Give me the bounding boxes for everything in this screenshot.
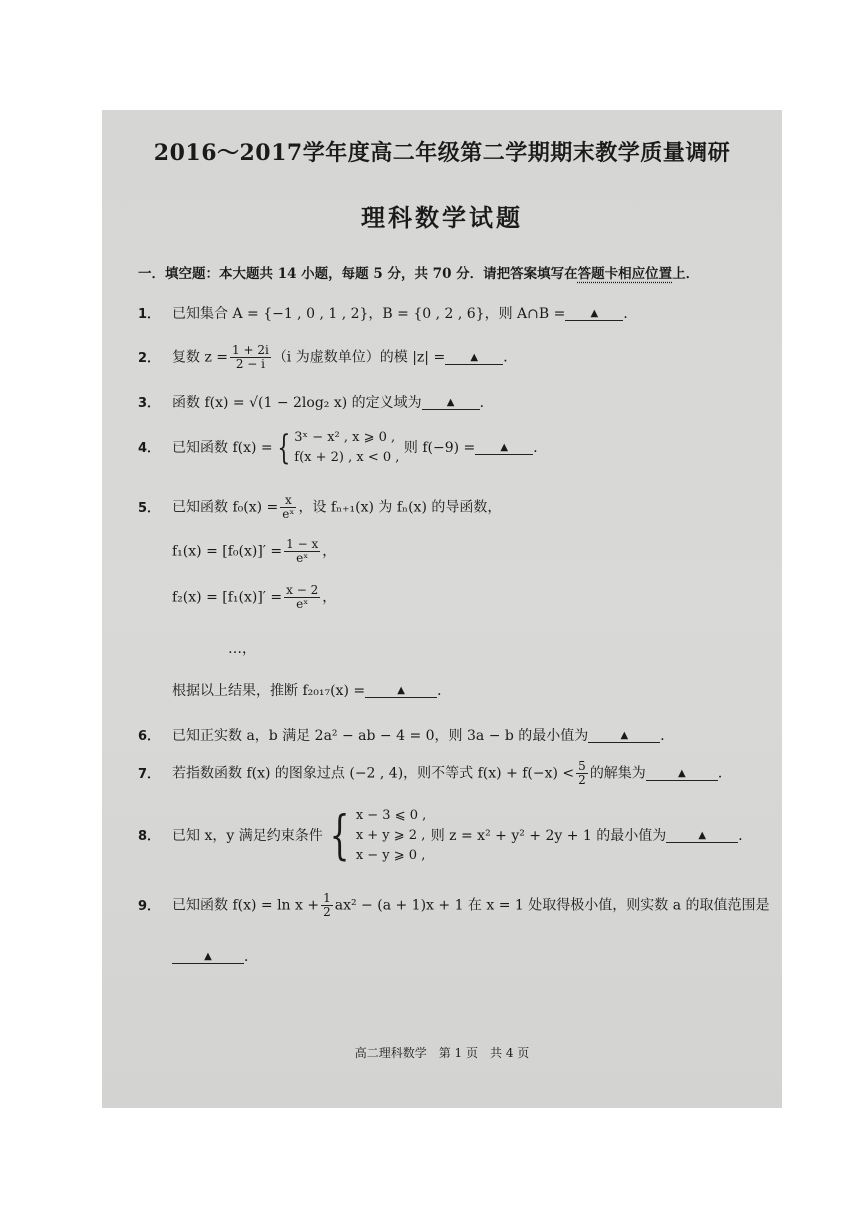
question-number: 6． bbox=[138, 729, 161, 744]
q5-line-2 bbox=[172, 584, 336, 611]
q5-line-1 bbox=[172, 538, 336, 565]
question-end: ． bbox=[717, 765, 732, 782]
numerator: 1 − x bbox=[286, 537, 319, 551]
denominator: 2 − i bbox=[235, 357, 265, 372]
question-end: ． bbox=[437, 683, 452, 699]
question-end: ． bbox=[503, 349, 518, 366]
triangle-icon: ▲ bbox=[446, 397, 455, 408]
exam-subtitle: 理科数学试题 bbox=[361, 203, 523, 232]
equation-end: ， bbox=[322, 543, 337, 560]
fraction bbox=[230, 344, 271, 371]
fraction bbox=[284, 584, 320, 611]
question-5 bbox=[138, 494, 501, 521]
q9-answer-line bbox=[172, 946, 258, 966]
denominator: 2 bbox=[323, 905, 331, 920]
fraction bbox=[284, 538, 320, 565]
piecewise-cases bbox=[294, 428, 399, 468]
question-text: ax² − (a + 1)x + 1 在 x = 1 处取得极小值，则实数 a 的取值范围是 bbox=[334, 897, 770, 914]
case-line: 3ˣ − x² , x ⩾ 0 , bbox=[294, 430, 396, 445]
question-text: 根据以上结果，推断 f₂₀₁₇(x) = bbox=[172, 683, 366, 699]
answer-blank bbox=[445, 350, 503, 365]
question-text: 函数 f(x) = √(1 − 2log₂ x) 的定义域为 bbox=[172, 395, 422, 411]
brace-symbol: { bbox=[329, 806, 350, 867]
question-text: 已知集合 A = {−1 , 0 , 1 , 2}，B = {0 , 2 , 6}，则 A∩B = bbox=[172, 306, 566, 322]
question-text: ，设 fₙ₊₁(x) 为 fₙ(x) 的导函数， bbox=[298, 499, 502, 516]
numerator: 1 bbox=[323, 891, 331, 905]
question-text: 则 f(−9) = bbox=[403, 440, 476, 457]
question-text: 已知正实数 a，b 满足 2a² − ab − 4 = 0，则 3a − b 的最小值为 bbox=[172, 728, 589, 744]
fraction bbox=[321, 892, 333, 919]
question-4 bbox=[138, 428, 547, 468]
numerator: x − 2 bbox=[286, 583, 319, 597]
question-text: 已知函数 f(x) = bbox=[172, 440, 273, 457]
question-number: 7． bbox=[138, 766, 161, 782]
question-end: ． bbox=[533, 440, 548, 457]
equation-text: f₁(x) = [f₀(x)]′ = bbox=[172, 543, 283, 560]
fraction bbox=[576, 760, 588, 787]
answer-blank bbox=[365, 683, 437, 698]
question-text: 已知 x，y 满足约束条件 bbox=[172, 828, 323, 845]
denominator: eˣ bbox=[296, 551, 309, 566]
question-7 bbox=[138, 760, 732, 787]
question-end: ． bbox=[244, 949, 258, 965]
question-text: 已知函数 f₀(x) = bbox=[172, 499, 279, 516]
question-text: 的解集为 bbox=[589, 765, 646, 782]
constraint-line: x − y ⩾ 0 , bbox=[355, 848, 426, 864]
q5-conclusion bbox=[172, 680, 451, 700]
question-text: （i 为虚数单位）的模 |z| = bbox=[272, 349, 446, 366]
constraint-line: x − 3 ⩽ 0 , bbox=[355, 808, 427, 823]
numerator: 5 bbox=[578, 759, 586, 773]
question-text: 则 z = x² + y² + 2y + 1 的最小值为 bbox=[430, 828, 667, 845]
triangle-icon: ▲ bbox=[698, 830, 707, 842]
question-end: ． bbox=[479, 395, 494, 411]
answer-blank bbox=[588, 728, 660, 743]
constraint-system bbox=[356, 806, 426, 866]
triangle-icon: ▲ bbox=[397, 685, 405, 696]
section-emphasis: 答题卡相应位置 bbox=[577, 266, 673, 282]
constraint-line: x + y ⩾ 2 , bbox=[355, 828, 426, 844]
answer-blank bbox=[565, 306, 623, 321]
section-end: 上． bbox=[672, 266, 700, 282]
question-text: 复数 z = bbox=[172, 349, 229, 366]
question-number: 3． bbox=[138, 396, 161, 411]
question-6 bbox=[138, 725, 674, 745]
exam-title: 2016～2017学年度高二年级第二学期期末教学质量调研 bbox=[153, 140, 731, 166]
denominator: eˣ bbox=[296, 597, 309, 612]
question-9 bbox=[138, 892, 770, 919]
page-footer: 高二理科数学 第 1 页 共 4 页 bbox=[354, 1046, 530, 1060]
question-8 bbox=[138, 806, 752, 866]
denominator: eˣ bbox=[282, 507, 295, 522]
equation-text: f₂(x) = [f₁(x)]′ = bbox=[172, 589, 283, 606]
triangle-icon: ▲ bbox=[204, 951, 212, 962]
question-text: 已知函数 f(x) = ln x + bbox=[172, 897, 320, 914]
question-2 bbox=[138, 344, 517, 371]
triangle-icon: ▲ bbox=[677, 767, 686, 779]
question-number: 5． bbox=[138, 500, 161, 516]
q5-ellipsis: …， bbox=[228, 641, 256, 657]
answer-blank bbox=[646, 766, 718, 781]
question-end: ． bbox=[738, 828, 753, 845]
denominator: 2 bbox=[578, 773, 586, 788]
brace-symbol: { bbox=[276, 428, 290, 469]
question-number: 9． bbox=[138, 898, 161, 914]
triangle-icon: ▲ bbox=[620, 730, 629, 741]
question-number: 4． bbox=[138, 441, 161, 457]
question-3 bbox=[138, 392, 494, 412]
case-line: f(x + 2) , x < 0 , bbox=[294, 450, 400, 466]
triangle-icon: ▲ bbox=[590, 308, 599, 319]
answer-blank bbox=[666, 828, 738, 843]
answer-blank bbox=[422, 395, 480, 410]
answer-blank bbox=[475, 440, 533, 455]
numerator: x bbox=[280, 494, 296, 508]
triangle-icon: ▲ bbox=[500, 442, 509, 454]
question-text: 若指数函数 f(x) 的图象过点 (−2 , 4)，则不等式 f(x) + f(−x) < bbox=[172, 765, 575, 782]
question-number: 1． bbox=[138, 307, 161, 322]
section-text: 一．填空题：本大题共 14 小题，每题 5 分，共 70 分．请把答案填写在 bbox=[138, 266, 578, 282]
numerator: 1 + 2i bbox=[232, 343, 269, 357]
question-1 bbox=[138, 303, 637, 323]
answer-blank bbox=[172, 949, 244, 964]
equation-end: ， bbox=[322, 589, 337, 606]
question-end: ． bbox=[660, 728, 675, 744]
fraction bbox=[280, 494, 296, 521]
question-number: 8． bbox=[138, 829, 161, 845]
question-number: 2． bbox=[138, 350, 161, 366]
exam-paper bbox=[102, 110, 782, 1108]
question-end: ． bbox=[623, 306, 638, 322]
triangle-icon: ▲ bbox=[470, 351, 479, 363]
section-instructions bbox=[138, 262, 699, 282]
